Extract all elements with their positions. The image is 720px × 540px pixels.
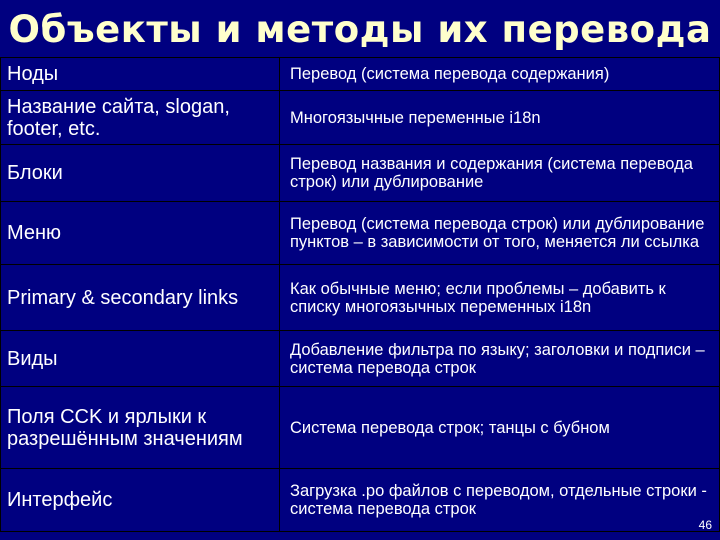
method-cell: Система перевода строк; танцы с бубном [280,387,720,469]
table-row [1,145,720,202]
table-row [1,91,720,145]
slide-title: Объекты и методы их перевода [8,8,712,51]
table-row [1,265,720,331]
object-cell: Поля CCK и ярлыки к разрешённым значениям [1,387,280,469]
object-cell: Интерфейс [1,469,280,532]
table-row [1,202,720,265]
method-cell: Перевод (система перевода содержания) [280,58,720,91]
table-row [1,387,720,469]
object-cell: Primary & secondary links [1,265,280,331]
object-cell: Блоки [1,145,280,202]
method-cell: Добавление фильтра по языку; заголовки и подписи – система перевода строк [280,331,720,387]
object-cell: Меню [1,202,280,265]
method-cell: Многоязычные переменные i18n [280,91,720,145]
object-cell: Виды [1,331,280,387]
method-cell: Перевод (система перевода строк) или дублирование пунктов – в зависимости от того, меняется ли ссылка [280,202,720,265]
method-cell: Как обычные меню; если проблемы – добавить к списку многоязычных переменных i18n [280,265,720,331]
table-row [1,58,720,91]
object-cell: Название сайта, slogan, footer, etc. [1,91,280,145]
method-cell: Загрузка .po файлов с переводом, отдельные строки - система перевода строк [280,469,720,532]
page-number: 46 [698,518,712,532]
objects-methods-table [0,57,720,532]
table-row [1,331,720,387]
table-row [1,469,720,532]
method-cell: Перевод названия и содержания (система перевода строк) или дублирование [280,145,720,202]
object-cell: Ноды [1,58,280,91]
